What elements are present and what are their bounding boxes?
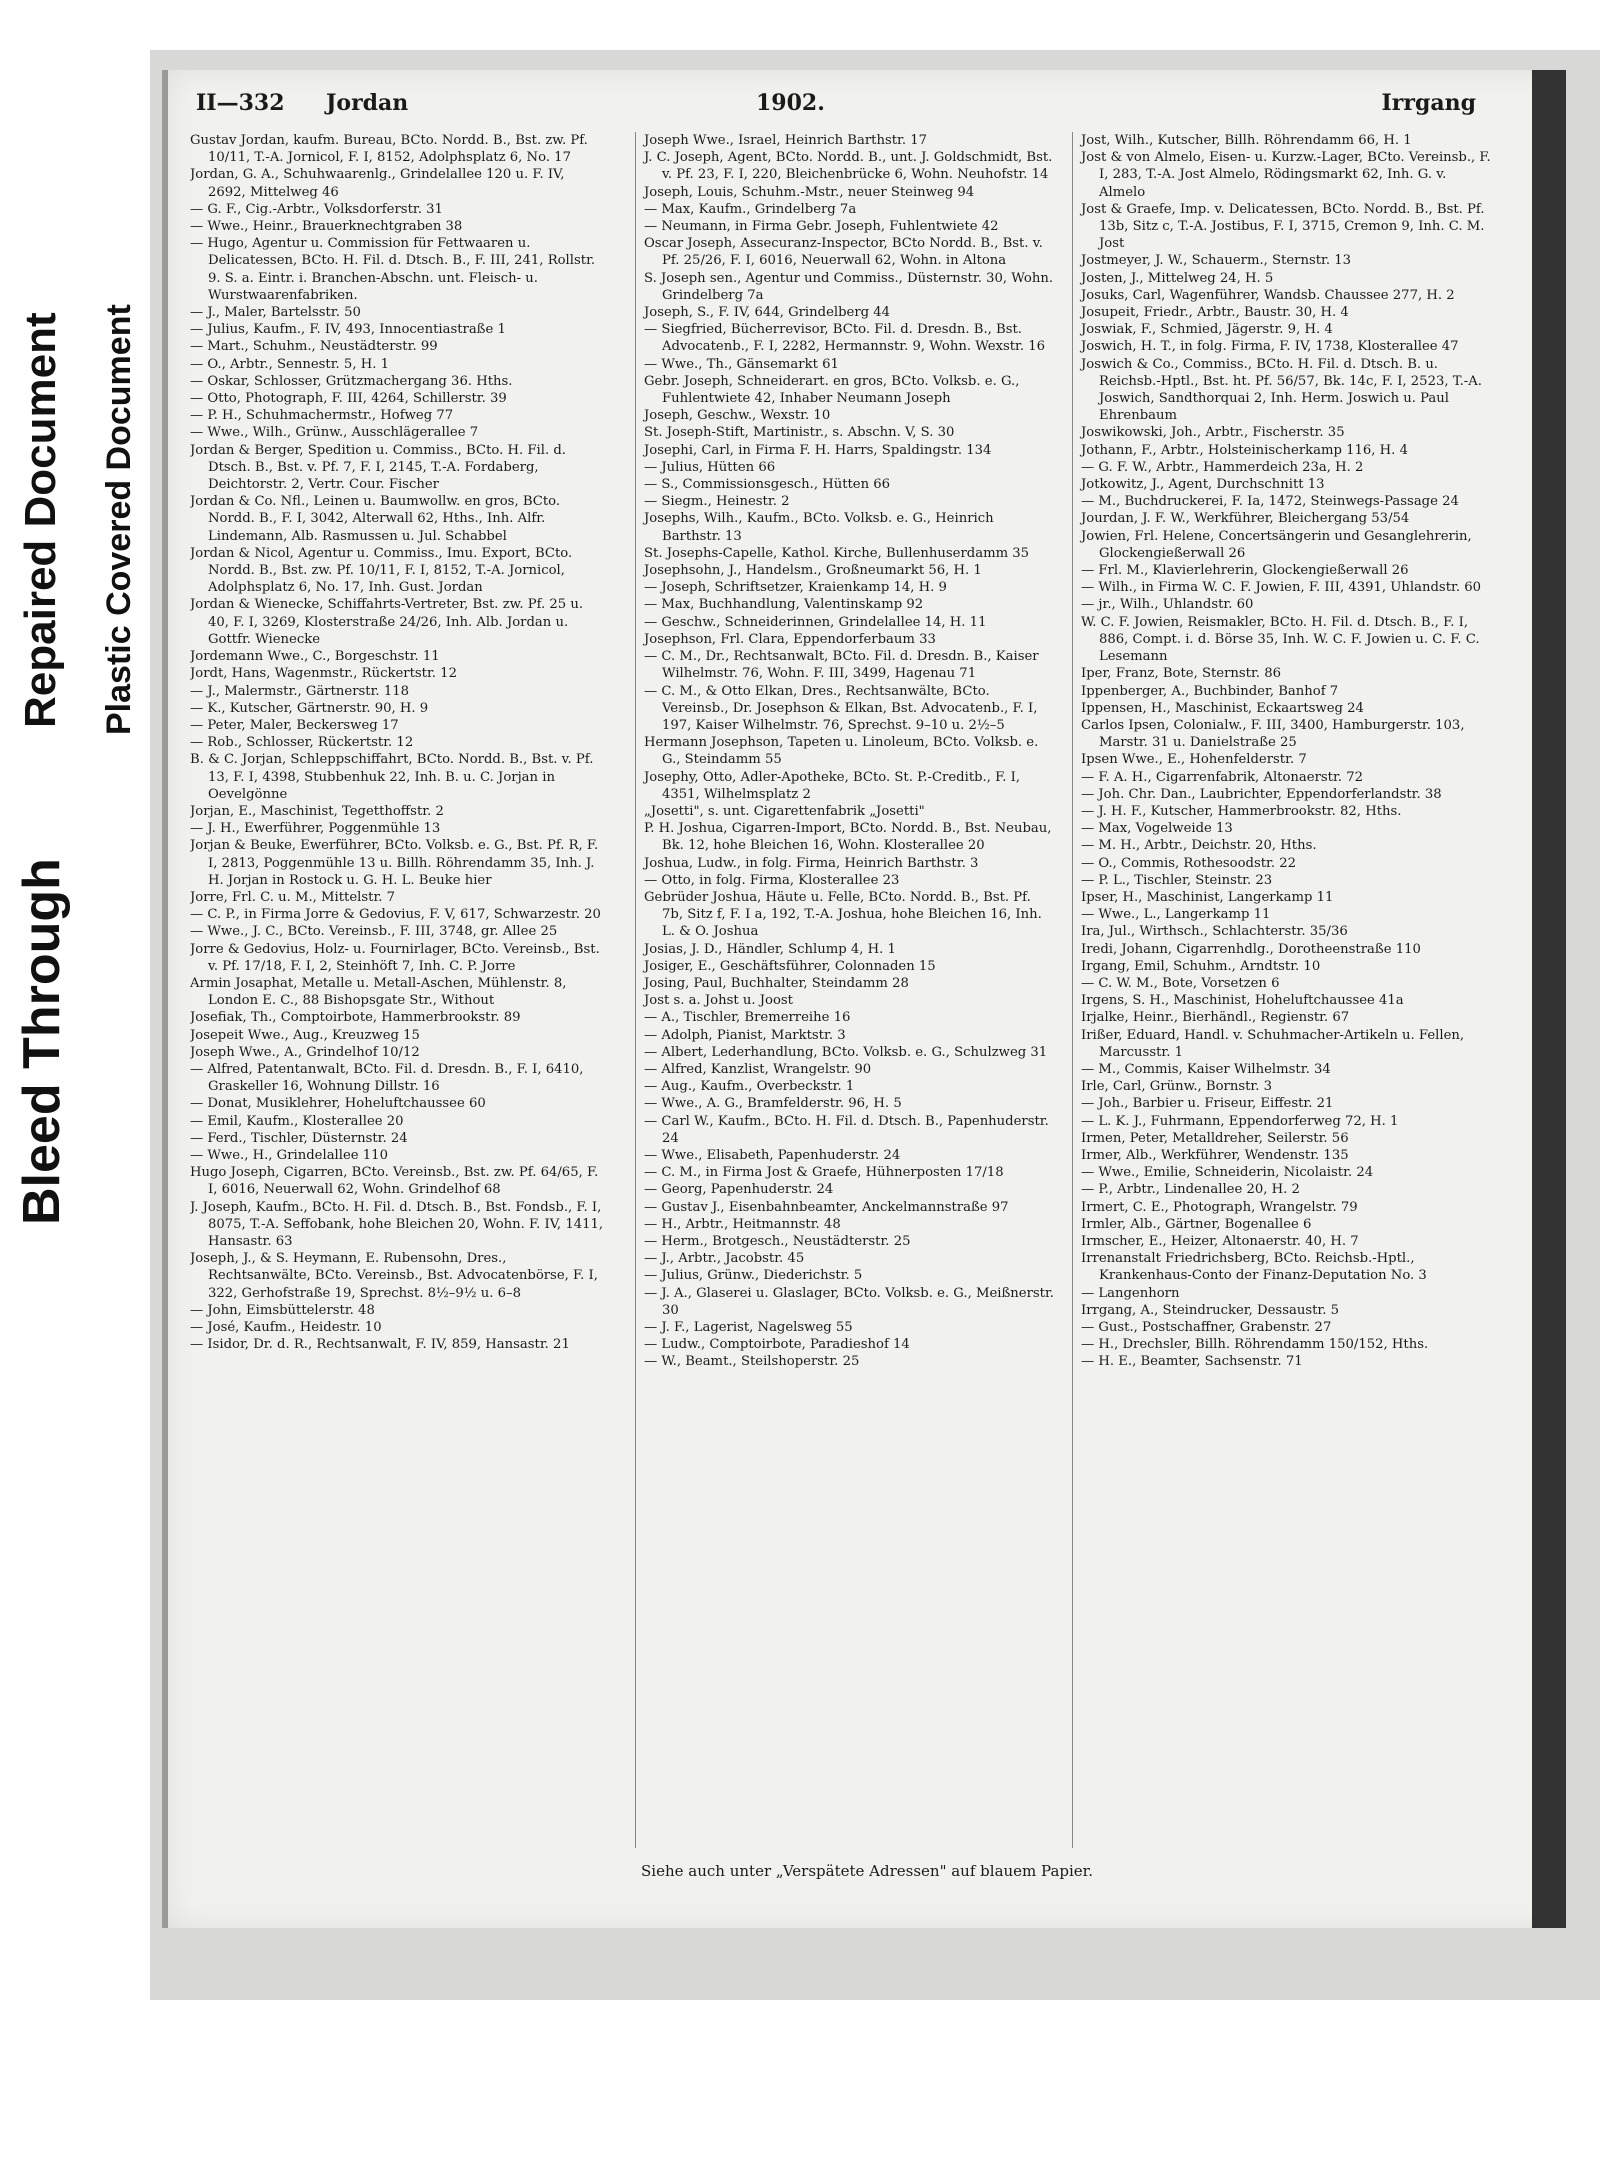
directory-entry: Irmert, C. E., Photograph, Wrangelstr. 79 xyxy=(1081,1199,1358,1215)
directory-entry: — J. F., Lagerist, Nagelsweg 55 xyxy=(644,1320,853,1336)
directory-entry: St. Josephs-Capelle, Kathol. Kirche, Bullenhuserdamm 35 xyxy=(644,545,1030,561)
directory-entry: — Adolph, Pianist, Marktstr. 3 xyxy=(644,1027,846,1043)
directory-entry: Ippenberger, A., Buchbinder, Banhof 7 xyxy=(1081,683,1339,699)
directory-entry: — C. M., & Otto Elkan, Dres., Rechtsanwälte, BCto. Vereinsb., Dr. Josephson & Elkan, Bst. Advocatenb., F. I, 197, Kaiser Wilhelmstr. 76, Sprechst. 9–10 u. 2½–5 xyxy=(644,683,1038,733)
header-right-word: Irrgang xyxy=(1381,90,1476,116)
directory-entry: Josephi, Carl, in Firma F. H. Harrs, Spaldingstr. 134 xyxy=(644,442,992,458)
directory-entry: Irrgang, A., Steindrucker, Dessaustr. 5 xyxy=(1081,1302,1340,1318)
directory-entry: — Wilh., in Firma W. C. F. Jowien, F. III, 4391, Uhlandstr. 60 xyxy=(1081,580,1482,596)
directory-entry: Irißer, Eduard, Handl. v. Schuhmacher-Artikeln u. Fellen, Marcusstr. 1 xyxy=(1081,1027,1465,1060)
directory-entry: Ipsen Wwe., E., Hohenfelderstr. 7 xyxy=(1081,752,1307,768)
directory-entry: — C. M., Dr., Rechtsanwalt, BCto. Fil. d. Dresdn. B., Kaiser Wilhelmstr. 76, Wohn. F. III, 3499, Hagenau 71 xyxy=(644,649,1039,682)
directory-entry: — Julius, Hütten 66 xyxy=(644,459,776,475)
directory-entry: — Frl. M., Klavierlehrerin, Glockengießerwall 26 xyxy=(1081,563,1409,579)
directory-entry: — H. E., Beamter, Sachsenstr. 71 xyxy=(1081,1354,1303,1370)
directory-entry: Joseph, Louis, Schuhm.-Mstr., neuer Steinweg 94 xyxy=(644,184,975,200)
directory-entry: — J., Maler, Bartelsstr. 50 xyxy=(190,305,361,321)
directory-entry: Irmen, Peter, Metalldreher, Seilerstr. 56 xyxy=(1081,1130,1349,1146)
directory-entry: — Gust., Postschaffner, Grabenstr. 27 xyxy=(1081,1320,1332,1336)
directory-entry: — Joh., Barbier u. Friseur, Eiffestr. 21 xyxy=(1081,1096,1334,1112)
directory-entry: — Langenhorn xyxy=(1081,1285,1180,1301)
directory-entry: Josephsohn, J., Handelsm., Großneumarkt 56, H. 1 xyxy=(644,563,982,579)
page-number: II—332 xyxy=(196,90,285,116)
directory-entry: — Alfred, Patentanwalt, BCto. Fil. d. Dresdn. B., F. I, 6410, Graskeller 16, Wohnung Dillstr. 16 xyxy=(190,1061,584,1095)
directory-entry: — Neumann, in Firma Gebr. Joseph, Fuhlentwiete 42 xyxy=(644,219,999,235)
directory-entry: — Otto, in folg. Firma, Klosterallee 23 xyxy=(644,872,900,888)
directory-entry: B. & C. Jorjan, Schleppschiffahrt, BCto. Nordd. B., Bst. v. Pf. 13, F. I, 4398, Stubbenhuk 22, Inh. B. u. C. Jorjan in Oevelgönne xyxy=(190,752,594,802)
directory-entry: Jordt, Hans, Wagenmstr., Rückertstr. 12 xyxy=(190,666,457,682)
footer-note: Siehe auch unter „Verspätete Adressen" auf blauem Papier. xyxy=(641,1862,1093,1880)
directory-entry: — Ludw., Comptoirbote, Paradieshof 14 xyxy=(644,1337,910,1353)
directory-entry: Irrenanstalt Friedrichsberg, BCto. Reichsb.-Hptl., Krankenhaus-Conto der Finanz-Deputation No. 3 xyxy=(1081,1251,1427,1284)
directory-entry: Jowien, Frl. Helene, Concertsängerin und Gesanglehrerin, Glockengießerwall 26 xyxy=(1081,528,1472,561)
directory-entry: — Wwe., Wilh., Grünw., Ausschlägerallee 7 xyxy=(190,425,479,441)
directory-entry: — Max, Buchhandlung, Valentinskamp 92 xyxy=(644,597,924,613)
directory-entry: Jostmeyer, J. W., Schauerm., Sternstr. 13 xyxy=(1081,253,1352,269)
directory-entry: Irjalke, Heinr., Bierhändl., Regienstr. 67 xyxy=(1081,1010,1350,1026)
directory-entry: Josefiak, Th., Comptoirbote, Hammerbrookstr. 89 xyxy=(190,1010,521,1026)
column-2 xyxy=(635,132,1054,1848)
directory-entry: — S., Commissionsgesch., Hütten 66 xyxy=(644,477,891,493)
directory-entry: — Mart., Schuhm., Neustädterstr. 99 xyxy=(190,339,438,355)
directory-entry: — J. H. F., Kutscher, Hammerbrookstr. 82, Hths. xyxy=(1081,803,1402,819)
directory-entry: — P. H., Schuhmachermstr., Hofweg 77 xyxy=(190,408,454,424)
directory-entry: — Peter, Maler, Beckersweg 17 xyxy=(190,717,399,733)
directory-entry: — F. A. H., Cigarrenfabrik, Altonaerstr. 72 xyxy=(1081,769,1363,785)
directory-entry: — Gustav J., Eisenbahnbeamter, Anckelmannstraße 97 xyxy=(644,1199,1009,1215)
repaired-document-label: Repaired Document xyxy=(16,312,65,728)
directory-entry: — Wwe., A. G., Bramfelderstr. 96, H. 5 xyxy=(644,1096,902,1112)
directory-entry: — Julius, Grünw., Diederichstr. 5 xyxy=(644,1268,863,1284)
header-year: 1902. xyxy=(756,90,825,116)
directory-entry: — H., Arbtr., Heitmannstr. 48 xyxy=(644,1216,841,1232)
directory-entry: — C. P., in Firma Jorre & Gedovius, F. V, 617, Schwarzestr. 20 xyxy=(190,907,601,923)
directory-entry: — Wwe., Heinr., Brauerknechtgraben 38 xyxy=(190,219,463,235)
directory-entry: Gebr. Joseph, Schneiderart. en gros, BCto. Volksb. e. G., Fuhlentwiete 42, Inhaber Neumann Joseph xyxy=(644,373,1020,407)
directory-entry: Jost & Graefe, Imp. v. Delicatessen, BCto. Nordd. B., Bst. Pf. 13b, Sitz c, T.-A. Jostibus, F. I, 3715, Cremon 9, Inh. C. M. Jost xyxy=(1081,201,1485,252)
directory-entry: Jost s. a. Johst u. Joost xyxy=(644,993,793,1009)
directory-entry: Irgang, Emil, Schuhm., Arndtstr. 10 xyxy=(1081,958,1321,974)
page-header xyxy=(196,90,1516,130)
directory-entry: — P., Arbtr., Lindenallee 20, H. 2 xyxy=(1081,1182,1300,1198)
directory-entry: Joseph, J., & S. Heymann, E. Rubensohn, Dres., Rechtsanwälte, BCto. Vereinsb., Bst. Advocatenbörse, F. I, 322, Gerhofstraße 19, Sprechst. 8½–9½ u. 6–8 xyxy=(190,1251,598,1301)
directory-entry: — P. L., Tischler, Steinstr. 23 xyxy=(1081,872,1273,888)
directory-entry: Joswich & Co., Commiss., BCto. H. Fil. d. Dtsch. B. u. Reichsb.-Hptl., Bst. ht. Pf. 56/57, Bk. 14c, F. I, 2523, T.-A. Joswich, Sandthorquai 2, Inh. Herm. Joswich u. Paul Ehrenbaum xyxy=(1081,356,1482,424)
directory-entry: Jothann, F., Arbtr., Holsteinischerkamp 116, H. 4 xyxy=(1081,442,1408,458)
directory-entry: Jourdan, J. F. W., Werkführer, Bleichergang 53/54 xyxy=(1081,511,1410,527)
directory-entry: — Siegfried, Bücherrevisor, BCto. Fil. d. Dresdn. B., Bst. Advocatenb., F. I, 2282, Hermannstr. 9, Wohn. Wexstr. 16 xyxy=(644,322,1046,355)
directory-entry: — L. K. J., Fuhrmann, Eppendorferweg 72, H. 1 xyxy=(1081,1113,1399,1129)
directory-entry: — Geschw., Schneiderinnen, Grindelallee 14, H. 11 xyxy=(644,614,987,630)
directory-entry: Irgens, S. H., Maschinist, Hoheluftchaussee 41a xyxy=(1081,993,1404,1009)
directory-entry: Joseph Wwe., A., Grindelhof 10/12 xyxy=(190,1044,420,1060)
directory-entry: Josephson, Frl. Clara, Eppendorferbaum 33 xyxy=(644,631,936,647)
directory-entry: — J., Malermstr., Gärtnerstr. 118 xyxy=(190,683,409,699)
directory-entry: — Max, Vogelweide 13 xyxy=(1081,821,1233,837)
directory-entry: — Max, Kaufm., Grindelberg 7a xyxy=(644,201,857,217)
directory-entry: Ira, Jul., Wirthsch., Schlachterstr. 35/36 xyxy=(1081,924,1348,940)
directory-entry: Jotkowitz, J., Agent, Durchschnitt 13 xyxy=(1081,477,1325,493)
directory-entry: Carlos Ipsen, Colonialw., F. III, 3400, Hamburgerstr. 103, Marstr. 31 u. Danielstraße 25 xyxy=(1081,717,1465,751)
directory-entry: Josupeit, Friedr., Arbtr., Baustr. 30, H. 4 xyxy=(1081,305,1349,321)
directory-entry: Josepeit Wwe., Aug., Kreuzweg 15 xyxy=(190,1027,420,1043)
directory-entry: — Joseph, Schriftsetzer, Kraienkamp 14, H. 9 xyxy=(644,580,947,596)
directory-entry: Irmler, Alb., Gärtner, Bogenallee 6 xyxy=(1081,1216,1312,1232)
directory-entry: Oscar Joseph, Assecuranz-Inspector, BCto Nordd. B., Bst. v. Pf. 25/26, F. I, 6016, Neuerwall 62, Wohn. in Altona xyxy=(644,236,1043,269)
directory-entry: — Wwe., J. C., BCto. Vereinsb., F. III, 3748, gr. Allee 25 xyxy=(190,924,558,940)
directory-entry: — O., Arbtr., Sennestr. 5, H. 1 xyxy=(190,356,389,372)
directory-entry: — Hugo, Agentur u. Commission für Fettwaaren u. Delicatessen, BCto. H. Fil. d. Dtsch. B., F. III, 241, Rollstr. 9. S. a. Eintr. i. Branchen-Abschn. unt. Fleisch- u. Wurstwaarenfabriken. xyxy=(190,236,596,303)
directory-entry: — Ferd., Tischler, Düsternstr. 24 xyxy=(190,1130,408,1146)
directory-entry: Josias, J. D., Händler, Schlump 4, H. 1 xyxy=(644,941,896,957)
directory-entry: W. C. F. Jowien, Reismakler, BCto. H. Fil. d. Dtsch. B., F. I, 886, Compt. i. d. Börse 35, Inh. W. C. F. Jowien u. C. F. C. Lesemann xyxy=(1081,614,1480,665)
directory-entry: — G. F., Cig.-Arbtr., Volksdorferstr. 31 xyxy=(190,201,443,217)
directory-entry: — John, Eimsbüttelerstr. 48 xyxy=(190,1302,375,1318)
directory-entry: Jordan & Nicol, Agentur u. Commiss., Imu. Export, BCto. Nordd. B., Bst. zw. Pf. 10/11, F. I, 8152, T.-A. Jornicol, Adolphsplatz 6, No. 17, Inh. Gust. Jordan xyxy=(190,545,573,596)
directory-entry: — M., Commis, Kaiser Wilhelmstr. 34 xyxy=(1081,1061,1331,1077)
directory-entry: Ippensen, H., Maschinist, Eckaartsweg 24 xyxy=(1081,700,1364,716)
directory-entry: — Alfred, Kanzlist, Wrangelstr. 90 xyxy=(644,1061,872,1077)
directory-entry: — A., Tischler, Bremerreihe 16 xyxy=(644,1010,851,1026)
directory-entry: — Rob., Schlosser, Rückertstr. 12 xyxy=(190,735,414,751)
directory-entry: Iper, Franz, Bote, Sternstr. 86 xyxy=(1081,666,1281,682)
directory-entry: S. Joseph sen., Agentur und Commiss., Düsternstr. 30, Wohn. Grindelberg 7a xyxy=(644,270,1054,303)
directory-entry: Jorre & Gedovius, Holz- u. Fournirlager, BCto. Vereinsb., Bst. v. Pf. 17/18, F. I, 2, Steinhöft 7, Inh. C. P. Jorre xyxy=(190,941,600,974)
directory-entry: — Wwe., Elisabeth, Papenhuderstr. 24 xyxy=(644,1147,901,1163)
directory-entry: — H., Drechsler, Billh. Röhrendamm 150/152, Hths. xyxy=(1081,1337,1429,1353)
directory-entry: Joshua, Ludw., in folg. Firma, Heinrich Barthstr. 3 xyxy=(644,855,979,871)
directory-entry: Armin Josaphat, Metalle u. Metall-Aschen, Mühlenstr. 8, London E. C., 88 Bishopsgate Str., Without xyxy=(190,975,567,1009)
directory-entry: — jr., Wilh., Uhlandstr. 60 xyxy=(1081,597,1254,613)
directory-entry: Joswiak, F., Schmied, Jägerstr. 9, H. 4 xyxy=(1081,322,1333,338)
directory-entry: J. Joseph, Kaufm., BCto. H. Fil. d. Dtsch. B., Bst. Fondsb., F. I, 8075, T.-A. Seffobank, hohe Bleichen 20, Wohn. F. IV, 1411, Hansastr. 63 xyxy=(190,1199,604,1249)
directory-entry: — Julius, Kaufm., F. IV, 493, Innocentiastraße 1 xyxy=(190,322,506,338)
directory-entry: Joseph Wwe., Israel, Heinrich Barthstr. 17 xyxy=(644,133,928,148)
directory-entry: Iredi, Johann, Cigarrenhdlg., Dorotheenstraße 110 xyxy=(1081,941,1421,957)
directory-entry: Jordan & Berger, Spedition u. Commiss., BCto. H. Fil. d. Dtsch. B., Bst. v. Pf. 7, F. I, 2145, T.-A. Fordaberg, Deichtorstr. 2, Vertr. Cour. Fischer xyxy=(190,442,566,493)
header-left-word: Jordan xyxy=(326,90,409,116)
directory-entry: J. C. Joseph, Agent, BCto. Nordd. B., unt. J. Goldschmidt, Bst. v. Pf. 23, F. I, 220, Bleichenbrücke 6, Wohn. Neuhofstr. 14 xyxy=(644,150,1053,183)
directory-entry: „Josetti", s. unt. Cigarettenfabrik „Josetti" xyxy=(644,803,925,819)
directory-entry: Josephy, Otto, Adler-Apotheke, BCto. St. P.-Creditb., F. I, 4351, Wilhelmsplatz 2 xyxy=(644,769,1021,802)
directory-entry: Jordemann Wwe., C., Borgeschstr. 11 xyxy=(190,649,440,665)
directory-entry: — M. H., Arbtr., Deichstr. 20, Hths. xyxy=(1081,838,1317,854)
directory-entry: Joswikowski, Joh., Arbtr., Fischerstr. 35 xyxy=(1081,425,1345,441)
directory-entry: Irle, Carl, Grünw., Bornstr. 3 xyxy=(1081,1079,1273,1095)
directory-entry: — C. W. M., Bote, Vorsetzen 6 xyxy=(1081,975,1280,991)
directory-entry: — J., Arbtr., Jacobstr. 45 xyxy=(644,1251,805,1267)
directory-entry: — C. M., in Firma Jost & Graefe, Hühnerposten 17/18 xyxy=(644,1165,1004,1181)
directory-entry: — Siegm., Heinestr. 2 xyxy=(644,494,790,510)
column-3 xyxy=(1072,132,1491,1848)
directory-entry: — Wwe., H., Grindelallee 110 xyxy=(190,1147,388,1163)
directory-entry: — Wwe., Th., Gänsemarkt 61 xyxy=(644,356,839,372)
directory-entry: — Donat, Musiklehrer, Hoheluftchaussee 60 xyxy=(190,1096,486,1112)
directory-entry: — Wwe., L., Langerkamp 11 xyxy=(1081,907,1271,923)
directory-entry: — Oskar, Schlosser, Grützmachergang 36. Hths. xyxy=(190,373,513,389)
directory-entry: Jorjan & Beuke, Ewerführer, BCto. Volksb. e. G., Bst. Pf. R, F. I, 2813, Poggenmühle 13 u. Billh. Röhrendamm 35, Inh. J. H. Jorjan in Rostock u. G. H. L. Beuke hier xyxy=(190,838,599,888)
directory-entry: Josephs, Wilh., Kaufm., BCto. Volksb. e. G., Heinrich Barthstr. 13 xyxy=(644,511,994,544)
directory-entry: — J. A., Glaserei u. Glaslager, BCto. Volksb. e. G., Meißnerstr. 30 xyxy=(644,1285,1054,1318)
bleed-through-label: Bleed Through xyxy=(13,858,71,1225)
directory-entry: — G. F. W., Arbtr., Hammerdeich 23a, H. 2 xyxy=(1081,459,1364,475)
directory-entry: Jordan & Wienecke, Schiffahrts-Vertreter, Bst. zw. Pf. 25 u. 40, F. I, 3269, Klosterstraße 24/26, Inh. Alb. Jordan u. Gottfr. Wienecke xyxy=(190,597,584,647)
directory-entry: Josuks, Carl, Wagenführer, Wandsb. Chaussee 277, H. 2 xyxy=(1081,287,1455,303)
directory-entry: Jordan, G. A., Schuhwaarenlg., Grindelallee 120 u. F. IV, 2692, Mittelweg 46 xyxy=(190,167,565,200)
directory-entry: Joseph, S., F. IV, 644, Grindelberg 44 xyxy=(644,305,891,321)
directory-entry: — Isidor, Dr. d. R., Rechtsanwalt, F. IV, 859, Hansastr. 21 xyxy=(190,1337,570,1353)
directory-entry: Ipser, H., Maschinist, Langerkamp 11 xyxy=(1081,889,1334,905)
plastic-covered-label: Plastic Covered Document xyxy=(100,304,138,735)
directory-entry: — Herm., Brotgesch., Neustädterstr. 25 xyxy=(644,1234,911,1249)
directory-entry: Gustav Jordan, kaufm. Bureau, BCto. Nordd. B., Bst. zw. Pf. 10/11, T.-A. Jornicol, F. I, 8152, Adolphsplatz 6, No. 17 xyxy=(190,133,588,166)
directory-entry: Irmer, Alb., Werkführer, Wendenstr. 135 xyxy=(1081,1147,1349,1163)
directory-entry: — Joh. Chr. Dan., Laubrichter, Eppendorferlandstr. 38 xyxy=(1081,786,1442,802)
directory-entry: — Emil, Kaufm., Klosterallee 20 xyxy=(190,1113,404,1129)
directory-entry: Joswich, H. T., in folg. Firma, F. IV, 1738, Klosterallee 47 xyxy=(1081,339,1459,355)
directory-entry: — Albert, Lederhandlung, BCto. Volksb. e. G., Schulzweg 31 xyxy=(644,1044,1048,1060)
directory-entry: Jordan & Co. Nfl., Leinen u. Baumwollw. en gros, BCto. Nordd. B., F. I, 3042, Alterwall 62, Hths., Inh. Alfr. Lindemann, Alb. Rasmussen u. Jul. Schabbel xyxy=(190,494,561,544)
directory-entry: Jorre, Frl. C. u. M., Mittelstr. 7 xyxy=(190,889,396,905)
directory-entry: — Carl W., Kaufm., BCto. H. Fil. d. Dtsch. B., Papenhuderstr. 24 xyxy=(644,1113,1049,1146)
directory-entry: Hermann Josephson, Tapeten u. Linoleum, BCto. Volksb. e. G., Steindamm 55 xyxy=(644,735,1039,768)
directory-entry: St. Joseph-Stift, Martinistr., s. Abschn. V, S. 30 xyxy=(644,425,955,441)
directory-entry: Jorjan, E., Maschinist, Tegetthoffstr. 2 xyxy=(190,803,444,819)
directory-entry: — Otto, Photograph, F. III, 4264, Schillerstr. 39 xyxy=(190,391,507,407)
directory-entry: Hugo Joseph, Cigarren, BCto. Vereinsb., Bst. zw. Pf. 64/65, F. I, 6016, Neuerwall 62, Wohn. Grindelhof 68 xyxy=(190,1165,599,1198)
directory-entry: Josiger, E., Geschäftsführer, Colonnaden 15 xyxy=(644,958,936,974)
directory-entry: — J. H., Ewerführer, Poggenmühle 13 xyxy=(190,821,441,837)
directory-entry: Jost, Wilh., Kutscher, Billh. Röhrendamm 66, H. 1 xyxy=(1081,133,1412,148)
directory-entry: — K., Kutscher, Gärtnerstr. 90, H. 9 xyxy=(190,700,429,716)
column-1 xyxy=(190,132,604,1848)
directory-entry: Josing, Paul, Buchhalter, Steindamm 28 xyxy=(644,975,909,991)
directory-entry: — Aug., Kaufm., Overbeckstr. 1 xyxy=(644,1079,855,1095)
directory-entry: — O., Commis, Rothesoodstr. 22 xyxy=(1081,855,1297,871)
directory-entry: P. H. Joshua, Cigarren-Import, BCto. Nordd. B., Bst. Neubau, Bk. 12, hohe Bleichen 16, Wohn. Klosterallee 20 xyxy=(644,821,1052,854)
directory-entry: — M., Buchdruckerei, F. Ia, 1472, Steinwegs-Passage 24 xyxy=(1081,494,1459,510)
directory-entry: — W., Beamt., Steilshoperstr. 25 xyxy=(644,1354,860,1370)
directory-page xyxy=(162,70,1566,1928)
directory-entry: Jost & von Almelo, Eisen- u. Kurzw.-Lager, BCto. Vereinsb., F. I, 283, T.-A. Jost Almelo, Rödingsmarkt 62, Inh. G. v. Almelo xyxy=(1081,150,1491,200)
directory-entry: — José, Kaufm., Heidestr. 10 xyxy=(190,1320,382,1336)
directory-entry: Josten, J., Mittelweg 24, H. 5 xyxy=(1081,270,1274,286)
directory-entry: — Georg, Papenhuderstr. 24 xyxy=(644,1182,834,1198)
directory-entry: Irmscher, E., Heizer, Altonaerstr. 40, H. 7 xyxy=(1081,1234,1359,1249)
directory-entry: Gebrüder Joshua, Häute u. Felle, BCto. Nordd. B., Bst. Pf. 7b, Sitz f, F. I a, 192, T.-A. Joshua, hohe Bleichen 16, Inh. L. & O. Joshua xyxy=(644,889,1042,940)
directory-entry: — Wwe., Emilie, Schneiderin, Nicolaistr. 24 xyxy=(1081,1165,1374,1181)
binding-edge xyxy=(1532,70,1566,1928)
directory-entry: Joseph, Geschw., Wexstr. 10 xyxy=(644,408,831,424)
page-footer xyxy=(468,1862,1266,1880)
